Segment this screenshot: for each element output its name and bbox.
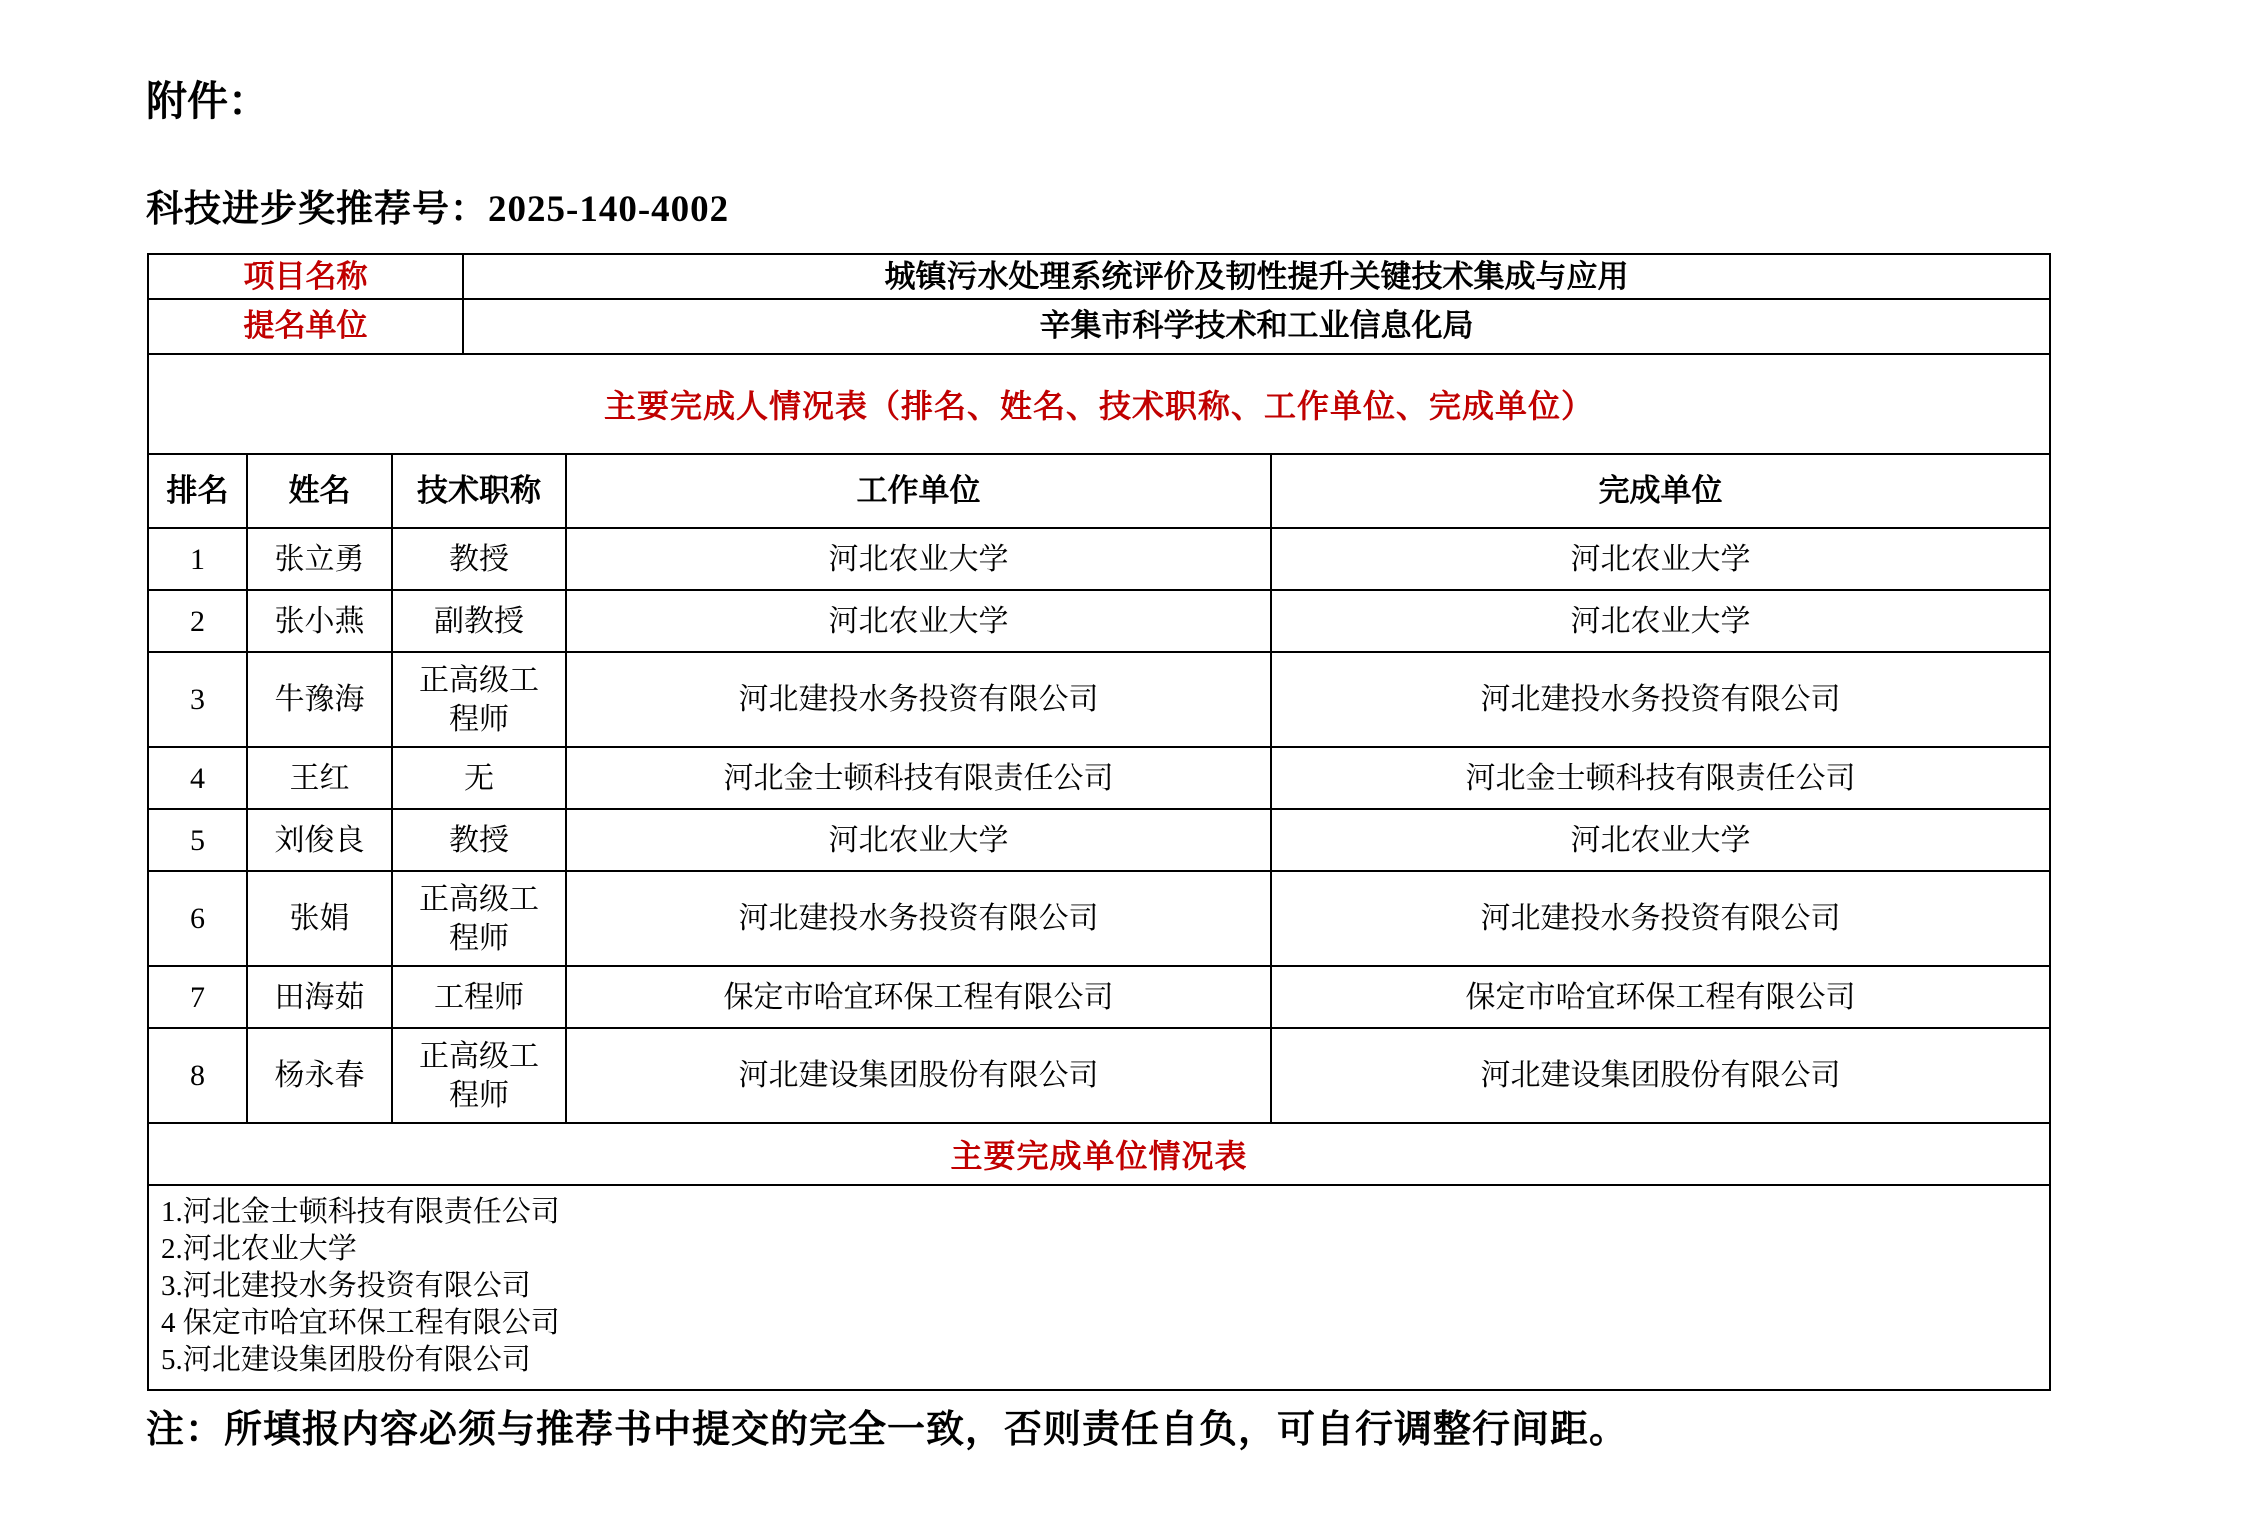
performer-title: 无: [393, 748, 567, 808]
performer-rank: 8: [149, 1029, 248, 1122]
attachment-heading: 附件：: [146, 78, 269, 124]
recommendation-number-line: [146, 178, 729, 232]
performer-completion-unit: 河北农业大学: [1570, 604, 1751, 638]
performer-name: 张立勇: [248, 529, 393, 589]
performer-title: 教授: [393, 529, 567, 589]
performer-work-unit: 河北农业大学: [567, 591, 1272, 651]
note-text: 注：所填报内容必须与推荐书中提交的完全一致，否则责任自负，可自行调整行间距。: [146, 1409, 1629, 1451]
performer-row: [149, 653, 2049, 748]
performer-row: [149, 872, 2049, 967]
performer-name: 田海茹: [248, 967, 393, 1027]
performer-work-unit: 河北金士顿科技有限责任公司: [567, 748, 1272, 808]
column-header-rank: 排名: [149, 455, 248, 527]
performer-title: 教授: [393, 810, 567, 870]
nominator-value: 辛集市科学技术和工业信息化局: [1039, 308, 1474, 344]
award-table: [147, 253, 2051, 1391]
performer-title: 副教授: [393, 591, 567, 651]
unit-list-item: 2.河北农业大学: [161, 1233, 357, 1265]
performer-name: 杨永春: [248, 1029, 393, 1122]
recommendation-number: 2025-140-4002: [488, 189, 730, 230]
performer-completion-unit: 河北建设集团股份有限公司: [1480, 1059, 1841, 1092]
performer-work-unit: 河北农业大学: [567, 529, 1272, 589]
performer-work-unit: 河北建投水务投资有限公司: [567, 872, 1272, 965]
performer-completion-unit: 河北农业大学: [1570, 542, 1751, 576]
unit-list-item: 1.河北金士顿科技有限责任公司: [161, 1196, 560, 1228]
column-header-completion-unit: 完成单位: [1598, 472, 1723, 508]
performer-row: [149, 529, 2049, 591]
project-name-value: 城镇污水处理系统评价及韧性提升关键技术集成与应用: [884, 259, 1629, 294]
unit-list-item: 3.河北建投水务投资有限公司: [161, 1270, 531, 1302]
performer-row: [149, 591, 2049, 653]
project-name-row: [149, 255, 2049, 300]
performer-rank: 7: [149, 967, 248, 1027]
performer-title: 正高级工程师: [393, 653, 567, 746]
performer-rank: 4: [149, 748, 248, 808]
performer-work-unit: 保定市哈宜环保工程有限公司: [567, 967, 1272, 1027]
performer-completion-unit: 河北农业大学: [1570, 823, 1751, 857]
performer-rank: 6: [149, 872, 248, 965]
performer-rank: 1: [149, 529, 248, 589]
unit-list-item: 5.河北建设集团股份有限公司: [161, 1344, 531, 1376]
performer-name: 刘俊良: [248, 810, 393, 870]
performer-title: 正高级工程师: [393, 872, 567, 965]
nominator-label: 提名单位: [149, 300, 464, 353]
column-header-name: 姓名: [248, 455, 393, 527]
performer-completion-unit: 河北金士顿科技有限责任公司: [1465, 761, 1856, 795]
performer-name: 张小燕: [248, 591, 393, 651]
performer-name: 牛豫海: [248, 653, 393, 746]
performer-rank: 3: [149, 653, 248, 746]
performer-row: [149, 810, 2049, 872]
project-name-label: 项目名称: [149, 255, 464, 299]
performer-work-unit: 河北建投水务投资有限公司: [567, 653, 1272, 746]
unit-list-item: 4 保定市哈宜环保工程有限公司: [161, 1307, 560, 1339]
recommendation-label: 科技进步奖推荐号：: [146, 189, 488, 230]
performer-rank: 5: [149, 810, 248, 870]
performer-completion-unit: 保定市哈宜环保工程有限公司: [1465, 980, 1856, 1014]
performer-row: [149, 1029, 2049, 1124]
performer-work-unit: 河北农业大学: [567, 810, 1272, 870]
performers-table-title: 主要完成人情况表（排名、姓名、技术职称、工作单位、完成单位）: [149, 355, 2049, 455]
performer-title: 工程师: [393, 967, 567, 1027]
units-table-title: 主要完成单位情况表: [149, 1124, 2049, 1186]
performer-name: 王红: [248, 748, 393, 808]
performer-work-unit: 河北建设集团股份有限公司: [567, 1029, 1272, 1122]
performer-title: 正高级工程师: [393, 1029, 567, 1122]
performer-completion-unit: 河北建投水务投资有限公司: [1480, 683, 1841, 716]
nominator-row: [149, 300, 2049, 355]
performer-row: [149, 748, 2049, 810]
performer-row: [149, 967, 2049, 1029]
completing-units-list: [149, 1186, 2049, 1389]
performers-header-row: [149, 455, 2049, 529]
performer-name: 张娟: [248, 872, 393, 965]
column-header-title: 技术职称: [393, 455, 567, 527]
performer-completion-unit: 河北建投水务投资有限公司: [1480, 902, 1841, 935]
performer-rank: 2: [149, 591, 248, 651]
column-header-work-unit: 工作单位: [567, 455, 1272, 527]
